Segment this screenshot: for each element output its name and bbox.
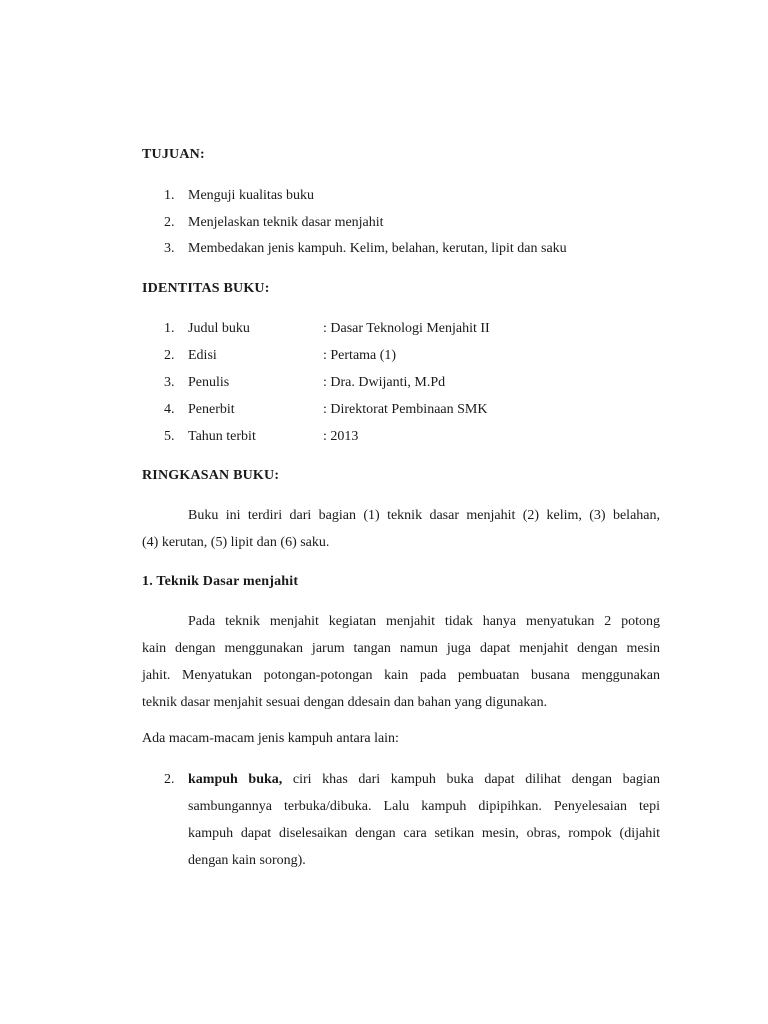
tujuan-item-1	[164, 186, 314, 206]
section-heading: 1. Teknik Dasar menjahit	[142, 574, 299, 589]
identitas-heading: IDENTITAS BUKU:	[142, 281, 270, 296]
paragraph-line: teknik dasar menjahit sesuai dengan ddesain dan bahan yang digunakan.	[142, 695, 548, 710]
identitas-item-number: 5.	[164, 429, 175, 444]
identitas-item-number: 1.	[164, 321, 175, 336]
kampuh-intro: Ada macam-macam jenis kampuh antara lain:	[142, 731, 399, 746]
tujuan-item-2	[164, 213, 384, 233]
identitas-item-judul	[164, 319, 490, 339]
tujuan-item-3	[164, 239, 567, 259]
section1-paragraph	[142, 608, 660, 716]
identitas-item-value: : Dra. Dwijanti, M.Pd	[323, 375, 446, 390]
paragraph-line: kain dengan menggunakan jarum tangan namun juga dapat menjahit dengan mesin	[142, 641, 660, 656]
identitas-item-value: : Pertama (1)	[323, 348, 397, 363]
ringkasan-heading: RINGKASAN BUKU:	[142, 468, 280, 483]
ringkasan-paragraph	[142, 502, 660, 556]
paragraph-line: jahit. Menyatukan potongan-potongan kain pada pembuatan busana menggunakan	[142, 668, 660, 683]
identitas-item-value: : Direktorat Pembinaan SMK	[323, 402, 488, 417]
identitas-item-edisi	[164, 346, 396, 366]
paragraph-line: kampuh dapat diselesaikan dengan cara setikan mesin, obras, rompok (dijahit	[188, 826, 660, 841]
identitas-item-label: Edisi	[188, 348, 217, 363]
identitas-item-label: Penulis	[188, 375, 230, 390]
identitas-item-penerbit	[164, 400, 487, 420]
identitas-item-tahun	[164, 427, 358, 447]
identitas-item-number: 2.	[164, 348, 175, 363]
term-bold: kampuh buka,	[188, 772, 283, 787]
identitas-item-penulis	[164, 373, 445, 393]
identitas-item-value: : 2013	[323, 429, 359, 444]
tujuan-heading: TUJUAN:	[142, 147, 205, 162]
tujuan-item-text: Membedakan jenis kampuh. Kelim, belahan, kerutan, lipit dan saku	[188, 241, 567, 256]
paragraph-line: Pada teknik menjahit kegiatan menjahit tidak hanya menyatukan 2 potong	[188, 614, 660, 629]
paragraph-line: Buku ini terdiri dari bagian (1) teknik dasar menjahit (2) kelim, (3) belahan,	[188, 508, 660, 523]
identitas-item-value: : Dasar Teknologi Menjahit II	[323, 321, 490, 336]
list-item-body	[188, 766, 660, 874]
tujuan-item-number: 2.	[164, 215, 175, 230]
paragraph-line: (4) kerutan, (5) lipit dan (6) saku.	[142, 535, 330, 550]
identitas-item-number: 3.	[164, 375, 175, 390]
paragraph-line: sambungannya terbuka/dibuka. Lalu kampuh dipipihkan. Penyelesaian tepi	[188, 799, 660, 814]
tujuan-item-text: Menjelaskan teknik dasar menjahit	[188, 215, 384, 230]
identitas-item-label: Tahun terbit	[188, 429, 256, 444]
identitas-item-label: Penerbit	[188, 402, 235, 417]
paragraph-line: kampuh buka, ciri khas dari kampuh buka dapat dilihat dengan bagian	[188, 772, 660, 787]
identitas-item-label: Judul buku	[188, 321, 250, 336]
paragraph-line: dengan kain sorong).	[188, 853, 306, 868]
tujuan-item-number: 3.	[164, 241, 175, 256]
tujuan-item-number: 1.	[164, 188, 175, 203]
tujuan-item-text: Menguji kualitas buku	[188, 188, 314, 203]
list-item-number: 2.	[164, 772, 175, 787]
identitas-item-number: 4.	[164, 402, 175, 417]
